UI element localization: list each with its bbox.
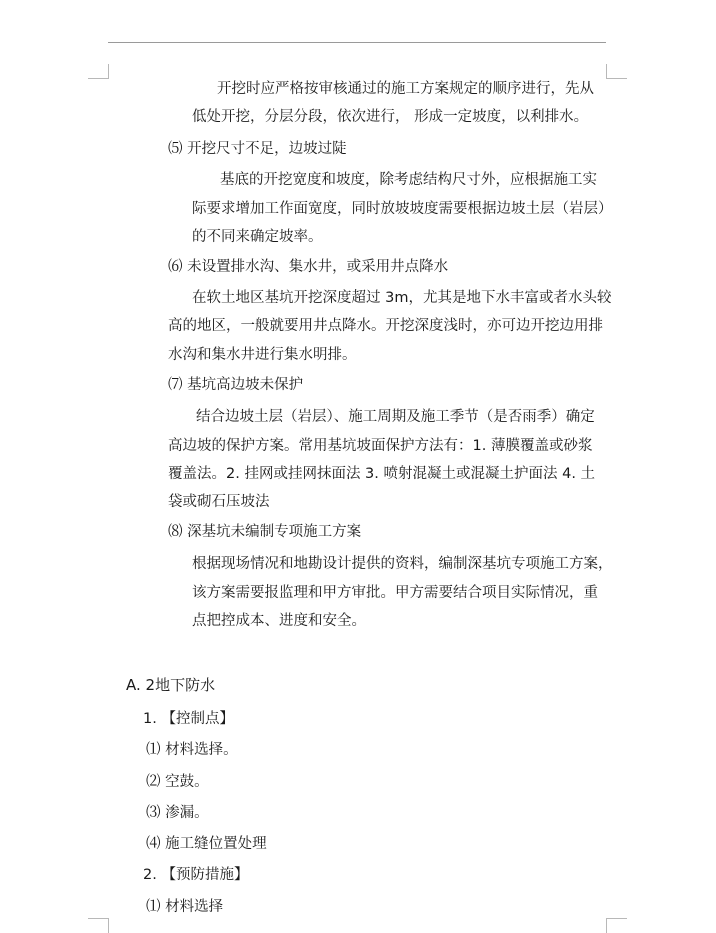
list-item: ⑶ 渗漏。 [146,805,209,821]
list-item: ⑴ 材料选择 [146,899,224,915]
body-line: 水沟和集水井进行集水明排。 [168,347,357,363]
body-line: 袋或砌石压坡法 [168,494,270,510]
body-line: 开挖时应严格按审核通过的施工方案规定的顺序进行，先从 [217,81,594,97]
list-item-heading: ⑸ 开挖尺寸不足，边坡过陡 [168,141,347,157]
list-item-heading: ⑻ 深基坑未编制专项施工方案 [168,524,362,540]
margin-mark-top-right [606,64,627,79]
body-line: 的不同来确定坡率。 [192,229,323,245]
body-line: 基底的开挖宽度和坡度，除考虑结构尺寸外，应根据施工实 [220,172,597,188]
body-line: 覆盖法。2. 挂网或挂网抹面法 3. 喷射混凝土或混凝土护面法 4. 土 [168,466,596,482]
body-line: 该方案需要报监理和甲方审批。甲方需要结合项目实际情况，重 [192,585,598,601]
body-line: 结合边坡土层（岩层）、施工周期及施工季节（是否雨季）确定 [196,409,595,425]
header-rule [108,42,606,43]
margin-mark-top-left [88,64,109,79]
body-line: 根据现场情况和地勘设计提供的资料，编制深基坑专项施工方案， [192,556,613,572]
body-line: 在软土地区基坑开挖深度超过 3m，尤其是地下水丰富或者水头较 [192,290,612,306]
list-item: ⑵ 空鼓。 [146,774,209,790]
body-line: 高的地区，一般就要用井点降水。开挖深度浅时，亦可边开挖边用排 [168,318,603,334]
body-line: 际要求增加工作面宽度，同时放坡坡度需要根据边坡土层（岩层） [192,201,613,217]
body-line: 低处开挖，分层分段，依次进行， 形成一定坡度，以利排水。 [192,109,589,125]
subsection-heading: 1. 【控制点】 [143,711,234,727]
list-item-heading: ⑹ 未设置排水沟、集水井，或采用井点降水 [168,259,449,275]
section-heading: A. 2地下防水 [126,676,216,694]
subsection-heading: 2. 【预防措施】 [143,867,249,883]
body-line: 高边坡的保护方案。常用基坑坡面保护方法有：1. 薄膜覆盖或砂浆 [168,438,593,454]
list-item: ⑷ 施工缝位置处理 [146,836,267,852]
list-item-heading: ⑺ 基坑高边坡未保护 [168,377,304,393]
body-line: 点把控成本、进度和安全。 [192,613,366,629]
list-item: ⑴ 材料选择。 [146,742,238,758]
